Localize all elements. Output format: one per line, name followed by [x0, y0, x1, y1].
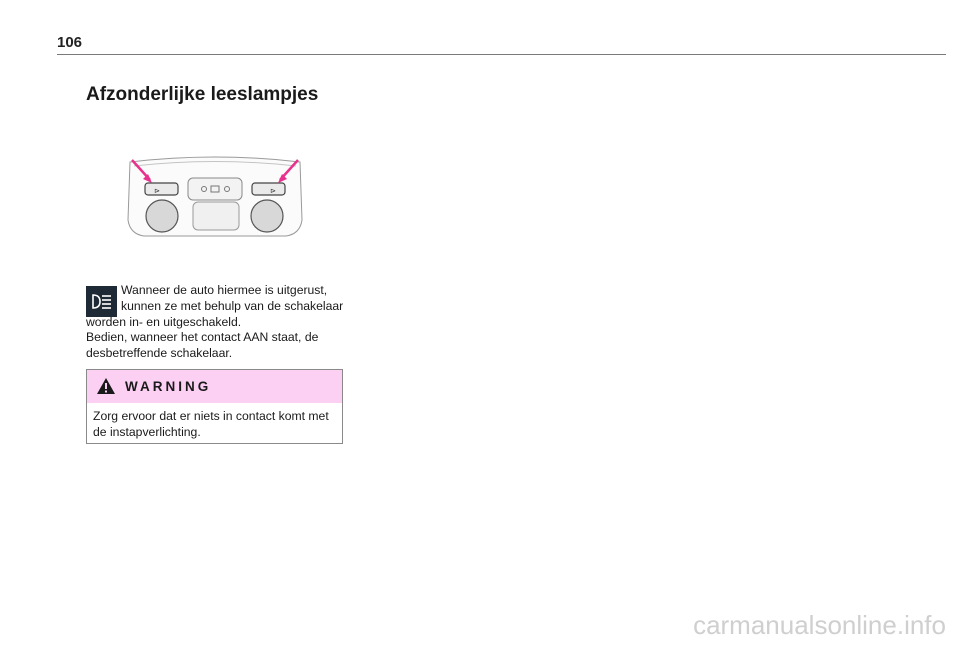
center-module [188, 178, 242, 200]
warning-line: Zorg ervoor dat er niets in contact komt met [93, 409, 329, 423]
reading-lamps-illustration [110, 150, 320, 242]
right-lamp [251, 200, 283, 232]
info-line: Wanneer de auto hiermee is uitgerust, [121, 283, 328, 297]
page-number: 106 [57, 34, 83, 51]
svg-text:⊳: ⊳ [270, 187, 276, 195]
warning-header [87, 370, 342, 403]
warning-line: de instapverlichting. [93, 424, 201, 439]
left-lamp [146, 200, 178, 232]
svg-text:⊳: ⊳ [154, 187, 160, 195]
warning-text [93, 409, 333, 441]
warning-title: WARNING [125, 379, 212, 394]
info-text [86, 283, 348, 362]
info-line: worden in- en uitgeschakeld. [86, 314, 242, 329]
info-line: Bedien, wanneer het contact AAN staat, de [86, 330, 319, 345]
section-title: Afzonderlijke leeslampjes [86, 84, 319, 105]
watermark: carmanualsonline.info [693, 610, 946, 640]
info-line: kunnen ze met behulp van de schakelaar [121, 298, 344, 313]
right-switch [252, 183, 285, 195]
header-rule [57, 54, 946, 55]
warning-triangle-icon [96, 377, 116, 395]
warning-box [86, 369, 343, 444]
center-lamp [193, 202, 239, 230]
info-line: desbetreffende schakelaar. [86, 346, 233, 361]
left-switch [145, 183, 178, 195]
